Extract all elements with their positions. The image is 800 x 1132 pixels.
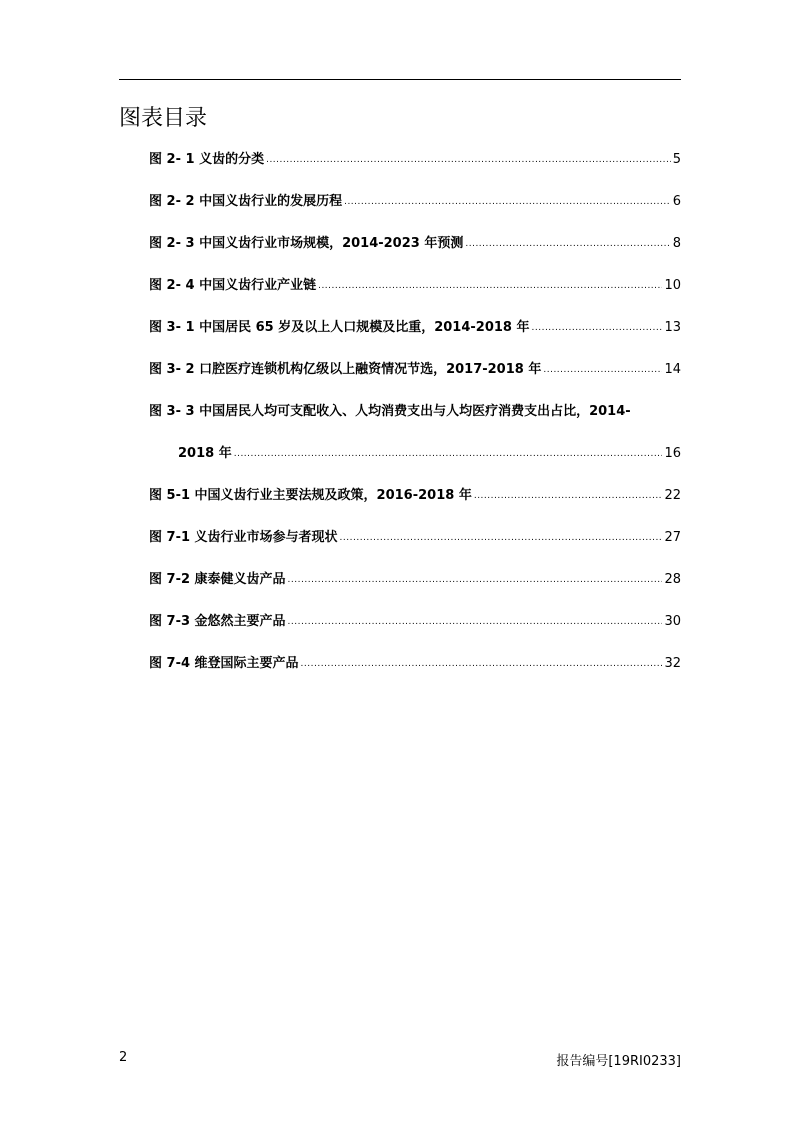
toc-entry-label: 图 2- 3 中国义齿行业市场规模，2014-2023 年预测 [149,236,464,251]
footer-report-number: 报告编号[19RI0233] [556,1054,681,1069]
toc-leader-dots [266,147,671,173]
toc-entry-page: 14 [664,362,681,377]
toc-entry-label: 图 7-2 康泰健义齿产品 [149,572,286,587]
toc-entry-page: 30 [664,614,681,629]
toc-leader-dots [288,609,663,635]
toc-entry-label: 图 7-1 义齿行业市场参与者现状 [149,530,338,545]
toc-entry-page: 13 [664,320,681,335]
toc-entry-label-line2: 2018 年 [178,446,232,461]
toc-entry-label-line1: 图 3- 3 中国居民人均可支配收入、人均消费支出与人均医疗消费支出占比，2014- [149,404,631,419]
toc-entry-page: 10 [664,278,681,293]
toc-entry-page: 27 [664,530,681,545]
toc-leader-dots [344,189,671,215]
toc-entry-label: 图 5-1 中国义齿行业主要法规及政策，2016-2018 年 [149,488,472,503]
toc-entry-page: 22 [664,488,681,503]
toc-entry[interactable] [149,147,681,189]
toc-entry-label: 图 2- 4 中国义齿行业产业链 [149,278,317,293]
toc-entry-label: 图 7-3 金悠然主要产品 [149,614,286,629]
toc-entry-page: 16 [664,446,681,461]
toc-entry-page: 28 [664,572,681,587]
toc-leader-dots [543,357,662,383]
toc-leader-dots [288,567,663,593]
toc-leader-dots [465,231,670,257]
footer-page-number: 2 [119,1050,128,1065]
toc-entry[interactable] [149,609,681,651]
toc-entry-page: 32 [664,656,681,671]
toc-entry[interactable] [149,357,681,399]
toc-entry-label: 图 2- 1 义齿的分类 [149,152,265,167]
header-rule [119,79,681,80]
toc-leader-dots [340,525,663,551]
toc-leader-dots [301,651,663,677]
toc-entry[interactable] [149,525,681,567]
toc-entry[interactable] [149,315,681,357]
toc-entry-page: 8 [672,236,681,251]
toc-entry[interactable] [149,483,681,525]
toc-entry[interactable] [149,567,681,609]
toc-leader-dots [474,483,663,509]
toc-entry[interactable] [149,651,681,693]
toc-entry-label: 图 2- 2 中国义齿行业的发展历程 [149,194,343,209]
toc-entry-label: 图 3- 2 口腔医疗连锁机构亿级以上融资情况节选，2017-2018 年 [149,362,542,377]
toc-entry[interactable] [149,399,681,483]
toc-entry-page: 6 [672,194,681,209]
toc-entry[interactable] [149,273,681,315]
toc-entry-label: 图 3- 1 中国居民 65 岁及以上人口规模及比重，2014-2018 年 [149,320,530,335]
toc-entry[interactable] [149,189,681,231]
toc-list [149,147,681,693]
toc-leader-dots [234,441,663,467]
toc-entry-page: 5 [672,152,681,167]
toc-leader-dots [318,273,662,299]
toc-entry[interactable] [149,231,681,273]
page-title: 图表目录 [119,106,208,131]
toc-leader-dots [532,315,663,341]
toc-entry-label: 图 7-4 维登国际主要产品 [149,656,299,671]
